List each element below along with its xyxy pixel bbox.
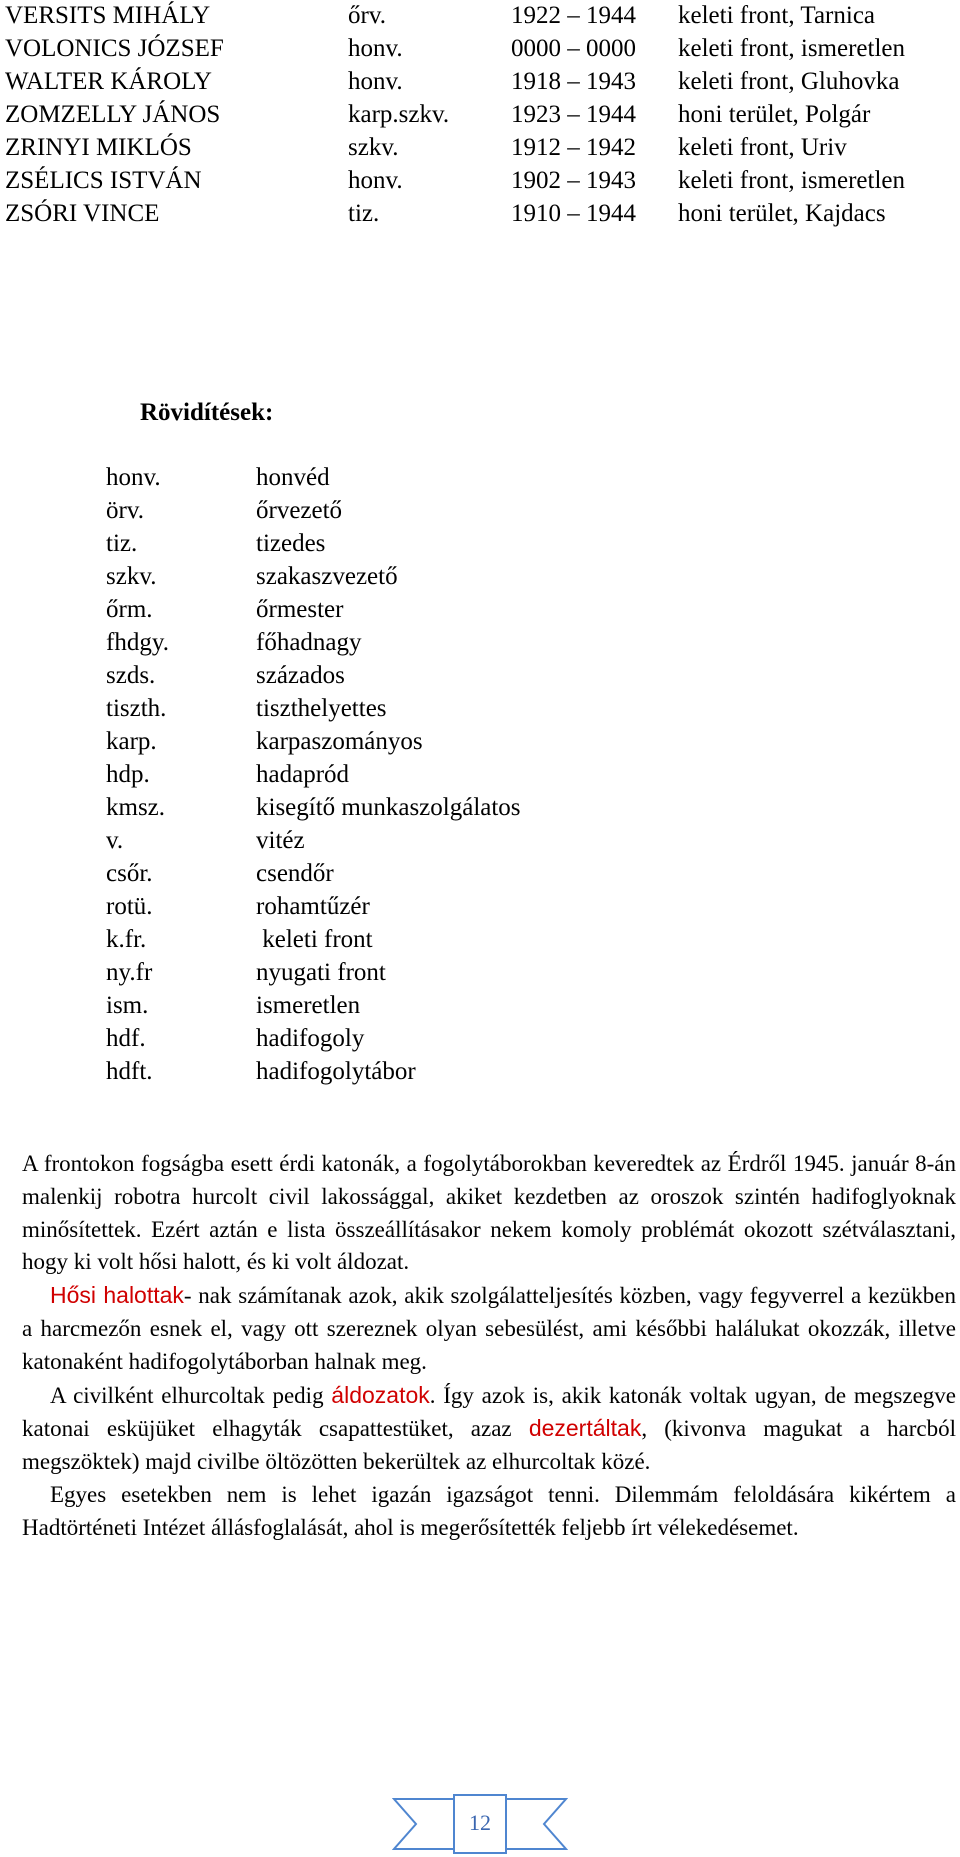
abbr-value: honvéd — [256, 464, 330, 491]
abbr-value: főhadnagy — [256, 629, 362, 656]
soldier-place: keleti front, Tarnica — [678, 2, 876, 29]
abbr-key: csőr. — [106, 860, 153, 887]
soldier-rank: szkv. — [348, 134, 399, 161]
paragraph-conclusion: Egyes esetekben nem is lehet igazán igazságot tenni. Dilemmám feloldására kikértem a Hadtörténeti Intézet állásfoglalását, ahol is megerősítették feljebb írt vélekedésemet. — [22, 1481, 956, 1540]
soldier-years: 1910 – 1944 — [511, 200, 636, 227]
soldier-place: keleti front, Uriv — [678, 134, 847, 161]
highlight-victims: áldozatok — [331, 1381, 430, 1408]
abbr-key: hdp. — [106, 761, 150, 788]
abbr-key: karp. — [106, 728, 157, 755]
soldier-years: 1918 – 1943 — [511, 68, 636, 95]
abbr-value: őrvezető — [256, 497, 343, 524]
paragraph-victims-text-b: . Így azok is, akik katonák voltak ugyan, de megszegve katonai esküjüket elhagyták csapattestüket, azaz — [22, 1382, 956, 1442]
abbr-key: k.fr. — [106, 926, 147, 953]
soldier-years: 1923 – 1944 — [511, 101, 636, 128]
abbr-value: nyugati front — [256, 959, 386, 986]
abbr-value: hadapród — [256, 761, 350, 788]
soldier-name: ZSÓRI VINCE — [5, 200, 160, 227]
abbr-key: szkv. — [106, 563, 157, 590]
highlight-deserted: dezertáltak — [528, 1415, 642, 1442]
abbr-value: vitéz — [256, 827, 305, 854]
abbr-value: kisegítő munkaszolgálatos — [256, 794, 521, 821]
abbr-value: keleti front — [256, 926, 373, 953]
soldier-rank: honv. — [348, 167, 403, 194]
soldier-name: ZSÉLICS ISTVÁN — [5, 167, 202, 194]
page-number: 12 — [469, 1810, 491, 1835]
body-text — [22, 1148, 956, 1545]
paragraph-heroes — [22, 1279, 956, 1378]
abbr-value: rohamtűzér — [256, 893, 370, 920]
abbr-value: szakaszvezető — [256, 563, 398, 590]
soldier-years: 1912 – 1942 — [511, 134, 636, 161]
abbr-value: hadifogolytábor — [256, 1058, 416, 1085]
abbr-key: hdf. — [106, 1025, 146, 1052]
abbr-key: hdft. — [106, 1058, 153, 1085]
paragraph-intro: A frontokon fogságba esett érdi katonák, a fogolytáborokban keveredtek az Érdről 1945. január 8-án malenkij robotra hurcolt civil lakossággal, akiket kezdetben az oroszok szintén hadifoglyoknak minősítettek. Ezért aztán e lista összeállításakor nekem komoly problémát okozott szétválasztani, hogy ki volt hősi halott, és ki volt áldozat. — [22, 1151, 956, 1275]
abbr-key: rotü. — [106, 893, 153, 920]
soldier-name: VOLONICS JÓZSEF — [5, 35, 224, 62]
soldier-years: 1922 – 1944 — [511, 2, 636, 29]
soldier-place: keleti front, ismeretlen — [678, 35, 906, 62]
highlight-heroes: Hősi halottak — [50, 1282, 184, 1309]
abbr-key: örv. — [106, 497, 144, 524]
page-number-badge — [392, 1793, 568, 1855]
soldier-years: 1902 – 1943 — [511, 167, 636, 194]
abbr-key: tiszth. — [106, 695, 167, 722]
abbr-key: kmsz. — [106, 794, 166, 821]
abbr-value: tiszthelyettes — [256, 695, 387, 722]
abbr-key: őrm. — [106, 596, 153, 623]
soldier-name: WALTER KÁROLY — [5, 68, 212, 95]
soldier-place: keleti front, Gluhovka — [678, 68, 900, 95]
soldier-rank: őrv. — [348, 2, 386, 29]
abbreviations-heading: Rövidítések: — [140, 399, 274, 426]
abbr-key: fhdgy. — [106, 629, 169, 656]
abbr-value: hadifogoly — [256, 1025, 365, 1052]
soldier-name: VERSITS MIHÁLY — [5, 2, 211, 29]
abbr-value: százados — [256, 662, 345, 689]
abbr-value: ismeretlen — [256, 992, 361, 1019]
soldier-place: keleti front, ismeretlen — [678, 167, 906, 194]
abbr-value: tizedes — [256, 530, 326, 557]
soldier-place: honi terület, Polgár — [678, 101, 871, 128]
abbr-key: ism. — [106, 992, 149, 1019]
abbr-key: v. — [106, 827, 124, 854]
soldier-rank: honv. — [348, 68, 403, 95]
paragraph-victims-text-c: , (kivonva magukat a harcból megszöktek) majd civilbe öltözötten bekerültek az elhurcoltak közé. — [22, 1416, 956, 1475]
soldier-name: ZOMZELLY JÁNOS — [5, 101, 221, 128]
abbr-key: szds. — [106, 662, 156, 689]
abbr-key: tiz. — [106, 530, 138, 557]
soldier-place: honi terület, Kajdacs — [678, 200, 886, 227]
soldier-rank: tiz. — [348, 200, 380, 227]
paragraph-heroes-text: - nak számítanak azok, akik szolgálatteljesítés közben, vagy fegyverrel a kezükben a harcmezőn esnek el, vagy ott szereznek olyan sebesülést, ami későbbi halálukat okozzák, illetve katonaként hadifogolytáborban halnak meg. — [22, 1283, 956, 1374]
soldier-name: ZRINYI MIKLÓS — [5, 134, 192, 161]
abbr-value: karpaszományos — [256, 728, 423, 755]
soldier-years: 0000 – 0000 — [511, 35, 636, 62]
abbr-value: őrmester — [256, 596, 344, 623]
abbr-key: honv. — [106, 464, 161, 491]
paragraph-victims-text-a: A civilként elhurcoltak pedig — [50, 1382, 332, 1408]
abbr-value: csendőr — [256, 860, 334, 887]
soldier-rank: honv. — [348, 35, 403, 62]
paragraph-victims — [22, 1379, 956, 1479]
soldier-rank: karp.szkv. — [348, 101, 450, 128]
abbr-key: ny.fr — [106, 959, 153, 986]
